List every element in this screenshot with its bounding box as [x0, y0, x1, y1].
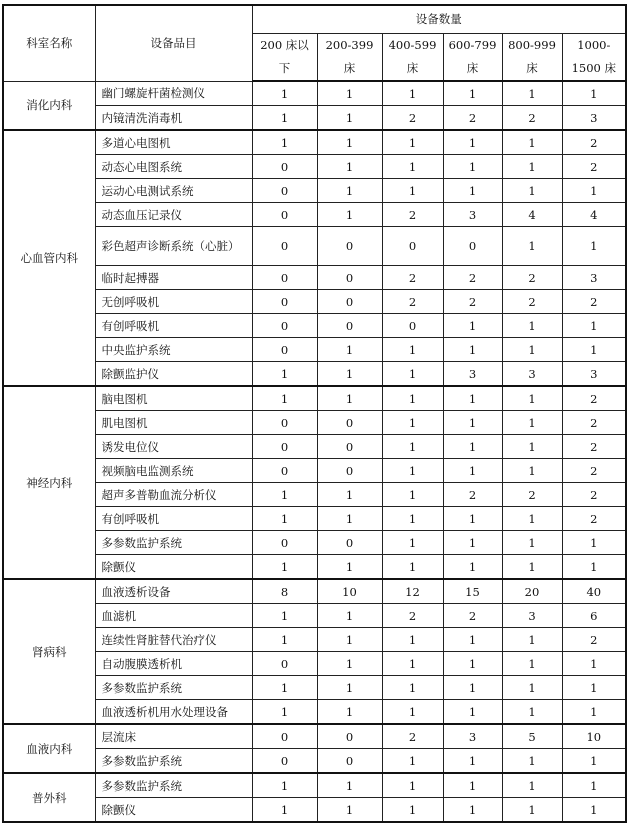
table-row [3, 266, 626, 290]
table-row [3, 628, 626, 652]
table-row [3, 290, 626, 314]
equipment-table [2, 4, 627, 823]
value-cell: 1 [317, 555, 382, 580]
value-cell: 1 [382, 338, 443, 362]
value-cell: 2 [443, 106, 502, 131]
value-cell: 1 [252, 483, 317, 507]
table-row [3, 435, 626, 459]
value-cell: 2 [562, 483, 626, 507]
value-cell: 1 [252, 628, 317, 652]
value-cell: 2 [562, 290, 626, 314]
value-cell: 2 [502, 106, 562, 131]
value-cell: 1 [562, 531, 626, 555]
header-item: 设备品目 [95, 5, 252, 81]
value-cell: 1 [317, 700, 382, 725]
value-cell: 0 [252, 203, 317, 227]
value-cell: 3 [502, 362, 562, 387]
value-cell: 1 [443, 531, 502, 555]
table-row [3, 106, 626, 131]
value-cell: 3 [562, 266, 626, 290]
item-cell: 运动心电测试系统 [95, 179, 252, 203]
value-cell: 0 [252, 179, 317, 203]
value-cell: 1 [502, 507, 562, 531]
value-cell: 1 [443, 652, 502, 676]
value-cell: 1 [443, 386, 502, 411]
value-cell: 1 [502, 314, 562, 338]
value-cell: 40 [562, 579, 626, 604]
value-cell: 1 [443, 155, 502, 179]
value-cell: 1 [252, 773, 317, 798]
item-cell: 肌电图机 [95, 411, 252, 435]
value-cell: 2 [382, 604, 443, 628]
value-cell: 1 [443, 628, 502, 652]
value-cell: 1 [317, 106, 382, 131]
value-cell: 1 [562, 749, 626, 774]
table-row [3, 483, 626, 507]
value-cell: 1 [317, 628, 382, 652]
value-cell: 0 [252, 314, 317, 338]
value-cell: 10 [562, 724, 626, 749]
value-cell: 1 [252, 507, 317, 531]
value-cell: 4 [502, 203, 562, 227]
value-cell: 1 [317, 362, 382, 387]
header-quantity: 设备数量 [252, 5, 626, 33]
table-row [3, 700, 626, 725]
value-cell: 1 [382, 81, 443, 106]
header-beds: 600-799 床 [443, 33, 502, 81]
value-cell: 2 [382, 203, 443, 227]
value-cell: 0 [317, 724, 382, 749]
value-cell: 12 [382, 579, 443, 604]
value-cell: 1 [382, 749, 443, 774]
value-cell: 1 [382, 362, 443, 387]
item-cell: 自动腹膜透析机 [95, 652, 252, 676]
value-cell: 0 [252, 227, 317, 266]
value-cell: 1 [502, 227, 562, 266]
value-cell: 1 [562, 338, 626, 362]
value-cell: 0 [252, 724, 317, 749]
item-cell: 血液透析机用水处理设备 [95, 700, 252, 725]
value-cell: 1 [317, 652, 382, 676]
value-cell: 1 [502, 531, 562, 555]
value-cell: 1 [443, 435, 502, 459]
value-cell: 1 [382, 798, 443, 823]
value-cell: 1 [317, 604, 382, 628]
table-row [3, 81, 626, 106]
value-cell: 1 [382, 411, 443, 435]
value-cell: 1 [382, 676, 443, 700]
value-cell: 20 [502, 579, 562, 604]
value-cell: 1 [502, 652, 562, 676]
table-row [3, 749, 626, 774]
value-cell: 1 [502, 338, 562, 362]
value-cell: 1 [382, 459, 443, 483]
value-cell: 0 [252, 652, 317, 676]
item-cell: 除颤监护仪 [95, 362, 252, 387]
header-beds: 200 床以下 [252, 33, 317, 81]
value-cell: 1 [317, 130, 382, 155]
value-cell: 1 [382, 531, 443, 555]
value-cell: 1 [443, 338, 502, 362]
value-cell: 1 [317, 179, 382, 203]
value-cell: 2 [443, 604, 502, 628]
item-cell: 动态血压记录仪 [95, 203, 252, 227]
value-cell: 0 [317, 266, 382, 290]
value-cell: 1 [502, 435, 562, 459]
table-row [3, 555, 626, 580]
value-cell: 1 [382, 435, 443, 459]
header-beds: 800-999 床 [502, 33, 562, 81]
value-cell: 15 [443, 579, 502, 604]
value-cell: 2 [382, 266, 443, 290]
value-cell: 1 [502, 130, 562, 155]
item-cell: 除颤仪 [95, 798, 252, 823]
value-cell: 1 [562, 676, 626, 700]
value-cell: 2 [502, 266, 562, 290]
value-cell: 2 [443, 266, 502, 290]
value-cell: 0 [252, 749, 317, 774]
value-cell: 1 [562, 700, 626, 725]
value-cell: 8 [252, 579, 317, 604]
value-cell: 0 [382, 227, 443, 266]
value-cell: 0 [443, 227, 502, 266]
header-beds: 400-599 床 [382, 33, 443, 81]
value-cell: 1 [562, 773, 626, 798]
value-cell: 0 [252, 531, 317, 555]
value-cell: 1 [502, 676, 562, 700]
header-beds: 200-399 床 [317, 33, 382, 81]
value-cell: 1 [443, 314, 502, 338]
table-body [3, 81, 626, 822]
value-cell: 0 [317, 314, 382, 338]
value-cell: 1 [252, 81, 317, 106]
value-cell: 0 [317, 531, 382, 555]
table-row [3, 798, 626, 823]
value-cell: 1 [252, 386, 317, 411]
value-cell: 0 [317, 749, 382, 774]
value-cell: 1 [562, 652, 626, 676]
value-cell: 2 [562, 459, 626, 483]
value-cell: 2 [562, 130, 626, 155]
table-row [3, 724, 626, 749]
value-cell: 1 [252, 130, 317, 155]
value-cell: 1 [562, 555, 626, 580]
value-cell: 1 [443, 700, 502, 725]
value-cell: 1 [502, 179, 562, 203]
value-cell: 1 [562, 227, 626, 266]
value-cell: 1 [502, 628, 562, 652]
item-cell: 多参数监护系统 [95, 531, 252, 555]
value-cell: 0 [252, 459, 317, 483]
item-cell: 视频脑电监测系统 [95, 459, 252, 483]
value-cell: 1 [502, 749, 562, 774]
value-cell: 1 [252, 798, 317, 823]
value-cell: 3 [562, 362, 626, 387]
value-cell: 1 [317, 507, 382, 531]
value-cell: 1 [252, 555, 317, 580]
value-cell: 1 [562, 798, 626, 823]
value-cell: 1 [382, 386, 443, 411]
value-cell: 2 [443, 483, 502, 507]
value-cell: 3 [443, 362, 502, 387]
value-cell: 0 [317, 435, 382, 459]
item-cell: 多参数监护系统 [95, 749, 252, 774]
value-cell: 1 [252, 676, 317, 700]
value-cell: 0 [252, 290, 317, 314]
item-cell: 临时起搏器 [95, 266, 252, 290]
value-cell: 0 [252, 435, 317, 459]
item-cell: 有创呼吸机 [95, 507, 252, 531]
value-cell: 1 [382, 628, 443, 652]
value-cell: 2 [562, 628, 626, 652]
value-cell: 3 [443, 203, 502, 227]
item-cell: 无创呼吸机 [95, 290, 252, 314]
value-cell: 0 [382, 314, 443, 338]
value-cell: 1 [317, 676, 382, 700]
table-row [3, 155, 626, 179]
value-cell: 1 [562, 179, 626, 203]
value-cell: 1 [317, 386, 382, 411]
value-cell: 1 [252, 106, 317, 131]
item-cell: 内镜清洗消毒机 [95, 106, 252, 131]
item-cell: 多道心电图机 [95, 130, 252, 155]
value-cell: 1 [443, 773, 502, 798]
value-cell: 2 [382, 106, 443, 131]
value-cell: 1 [382, 179, 443, 203]
value-cell: 2 [382, 290, 443, 314]
value-cell: 1 [317, 773, 382, 798]
value-cell: 1 [252, 362, 317, 387]
value-cell: 1 [502, 700, 562, 725]
value-cell: 0 [252, 338, 317, 362]
value-cell: 2 [502, 290, 562, 314]
value-cell: 1 [443, 555, 502, 580]
item-cell: 超声多普勒血流分析仪 [95, 483, 252, 507]
value-cell: 1 [443, 81, 502, 106]
value-cell: 1 [502, 386, 562, 411]
value-cell: 1 [382, 130, 443, 155]
value-cell: 1 [502, 555, 562, 580]
value-cell: 1 [382, 700, 443, 725]
value-cell: 1 [382, 555, 443, 580]
value-cell: 0 [252, 155, 317, 179]
value-cell: 6 [562, 604, 626, 628]
header-beds: 1000-1500 床 [562, 33, 626, 81]
value-cell: 1 [443, 179, 502, 203]
header-dept: 科室名称 [3, 5, 95, 81]
table-row [3, 362, 626, 387]
value-cell: 1 [562, 81, 626, 106]
dept-cell: 消化内科 [3, 81, 95, 130]
item-cell: 彩色超声诊断系统（心脏） [95, 227, 252, 266]
value-cell: 0 [317, 411, 382, 435]
value-cell: 1 [317, 338, 382, 362]
item-cell: 有创呼吸机 [95, 314, 252, 338]
value-cell: 2 [562, 155, 626, 179]
table-row [3, 227, 626, 266]
value-cell: 2 [443, 290, 502, 314]
dept-cell: 普外科 [3, 773, 95, 822]
value-cell: 3 [562, 106, 626, 131]
value-cell: 1 [317, 203, 382, 227]
value-cell: 1 [382, 155, 443, 179]
value-cell: 1 [382, 773, 443, 798]
table-row [3, 507, 626, 531]
dept-cell: 神经内科 [3, 386, 95, 579]
value-cell: 1 [502, 81, 562, 106]
value-cell: 1 [382, 483, 443, 507]
value-cell: 0 [317, 227, 382, 266]
table-row [3, 130, 626, 155]
value-cell: 1 [317, 155, 382, 179]
value-cell: 1 [317, 483, 382, 507]
value-cell: 3 [443, 724, 502, 749]
item-cell: 动态心电图系统 [95, 155, 252, 179]
value-cell: 0 [317, 459, 382, 483]
table-row [3, 386, 626, 411]
item-cell: 血液透析设备 [95, 579, 252, 604]
item-cell: 层流床 [95, 724, 252, 749]
value-cell: 1 [443, 798, 502, 823]
table-row [3, 531, 626, 555]
item-cell: 血滤机 [95, 604, 252, 628]
value-cell: 1 [252, 604, 317, 628]
value-cell: 1 [252, 700, 317, 725]
table-row [3, 338, 626, 362]
value-cell: 10 [317, 579, 382, 604]
item-cell: 多参数监护系统 [95, 676, 252, 700]
item-cell: 除颤仪 [95, 555, 252, 580]
value-cell: 1 [443, 459, 502, 483]
value-cell: 1 [382, 507, 443, 531]
dept-cell: 肾病科 [3, 579, 95, 724]
value-cell: 2 [562, 411, 626, 435]
value-cell: 1 [443, 411, 502, 435]
value-cell: 4 [562, 203, 626, 227]
item-cell: 诱发电位仪 [95, 435, 252, 459]
value-cell: 1 [502, 773, 562, 798]
value-cell: 2 [502, 483, 562, 507]
dept-cell: 血液内科 [3, 724, 95, 773]
value-cell: 2 [562, 507, 626, 531]
value-cell: 0 [252, 411, 317, 435]
value-cell: 1 [317, 81, 382, 106]
item-cell: 脑电图机 [95, 386, 252, 411]
table-row [3, 652, 626, 676]
value-cell: 1 [443, 507, 502, 531]
table-row [3, 604, 626, 628]
value-cell: 1 [502, 459, 562, 483]
item-cell: 幽门螺旋杆菌检测仪 [95, 81, 252, 106]
table-row [3, 314, 626, 338]
item-cell: 多参数监护系统 [95, 773, 252, 798]
value-cell: 2 [562, 435, 626, 459]
table-row [3, 203, 626, 227]
table-row [3, 579, 626, 604]
table-row [3, 676, 626, 700]
item-cell: 连续性肾脏替代治疗仪 [95, 628, 252, 652]
value-cell: 2 [562, 386, 626, 411]
value-cell: 1 [443, 749, 502, 774]
dept-cell: 心血管内科 [3, 130, 95, 386]
value-cell: 1 [562, 314, 626, 338]
value-cell: 0 [317, 290, 382, 314]
value-cell: 1 [382, 652, 443, 676]
value-cell: 1 [502, 155, 562, 179]
value-cell: 3 [502, 604, 562, 628]
value-cell: 2 [382, 724, 443, 749]
value-cell: 5 [502, 724, 562, 749]
value-cell: 1 [502, 798, 562, 823]
value-cell: 1 [443, 130, 502, 155]
value-cell: 1 [317, 798, 382, 823]
table-row [3, 773, 626, 798]
item-cell: 中央监护系统 [95, 338, 252, 362]
value-cell: 0 [252, 266, 317, 290]
table-row [3, 179, 626, 203]
value-cell: 1 [443, 676, 502, 700]
table-row [3, 459, 626, 483]
value-cell: 1 [502, 411, 562, 435]
table-row [3, 411, 626, 435]
